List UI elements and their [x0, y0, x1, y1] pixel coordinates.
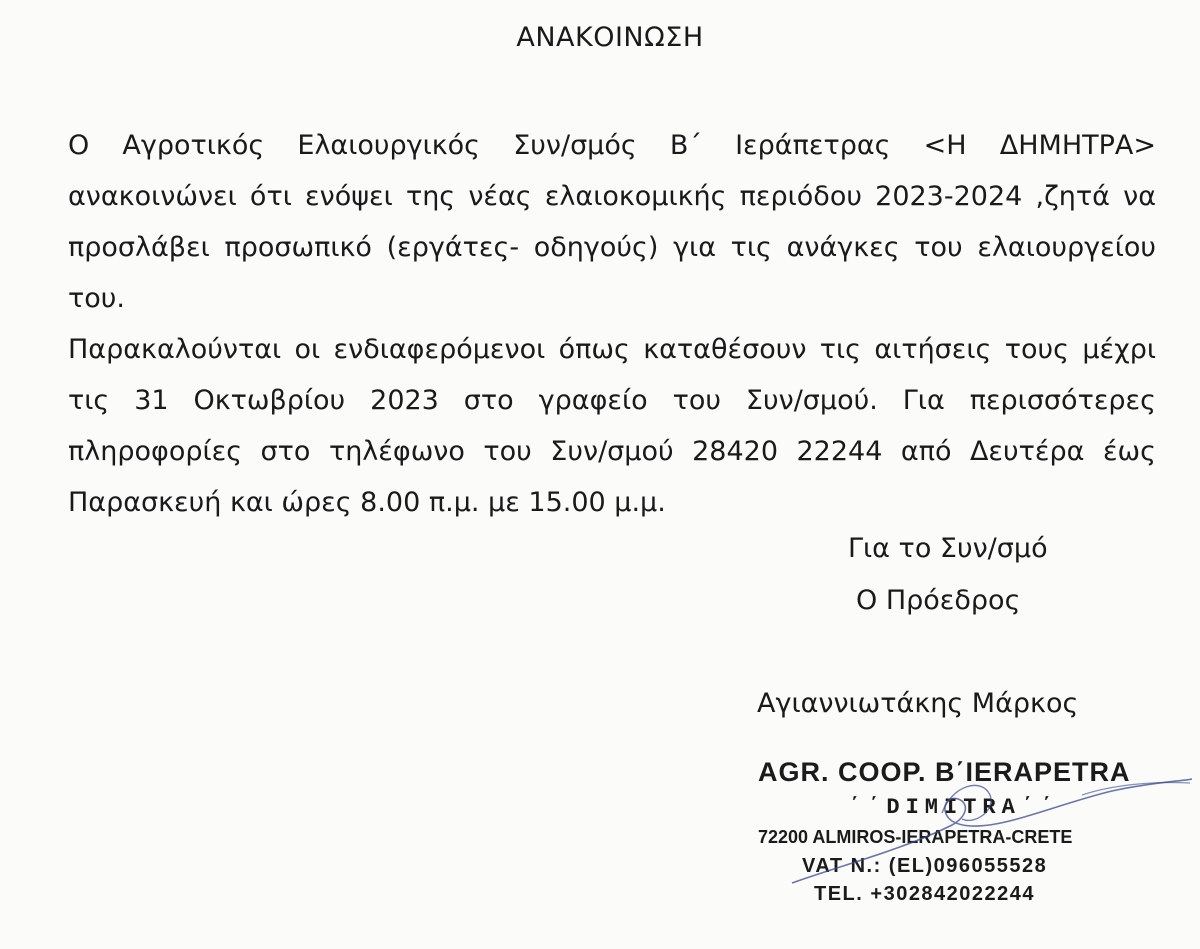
stamp-line-address: 72200 ALMIROS-IERAPETRA-CRETE: [758, 827, 1073, 847]
announcement-title: ΑΝΑΚΟΙΝΩΣΗ: [516, 22, 704, 53]
announcement-body: [68, 120, 1156, 528]
stamp-line-name: AGR. COOP. B΄IERAPETRA: [758, 757, 1131, 787]
signature-role: Ο Πρόεδρος: [856, 585, 1021, 616]
stamp-line-brand: ΄΄DIMITRA΄΄: [848, 795, 1060, 820]
paragraph-hiring: Ο Αγροτικός Ελαιουργικός Συν/σμός Β΄ Ιεράπετρας <Η ΔΗΜΗΤΡΑ> ανακοινώνει ότι ενόψει της νέας ελαιοκομικής περιόδου 2023-2024 ,ζητά να προσλάβει προσωπικό (εργάτες- οδηγούς) για τις ανάγκες του ελαιουργείου του.: [68, 130, 1156, 314]
signature-name: Αγιαννιωτάκης Μάρκος: [757, 688, 1079, 719]
paragraph-applications: Παρακαλούνται οι ενδιαφερόμενοι όπως καταθέσουν τις αιτήσεις τους μέχρι τις 31 Οκτωβρίου 2023 στο γραφείο του Συν/σμού. Για περισσότερες πληροφορίες στο τηλέφωνο του Συν/σμού 28420 22244 από Δευτέρα έως Παρασκευή και ώρες 8.00 π.μ. με 15.00 μ.μ.: [68, 334, 1156, 518]
stamp-line-phone: TEL. +302842022244: [814, 883, 1036, 905]
cooperative-stamp: [752, 755, 1192, 935]
stamp-line-vat: VAT N.: (EL)096055528: [802, 855, 1048, 877]
signature-for: Για το Συν/σμό: [848, 533, 1048, 564]
